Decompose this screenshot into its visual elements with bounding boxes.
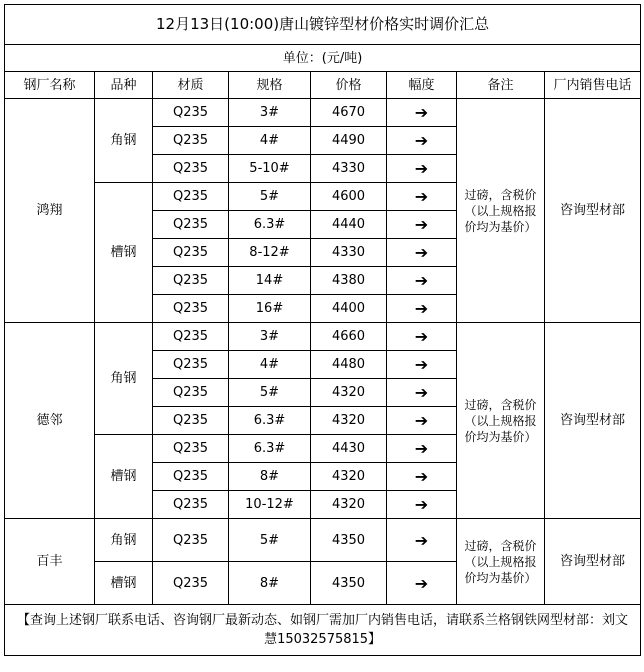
price-cell: 4440 xyxy=(311,211,387,239)
spec-cell: 8# xyxy=(229,562,311,605)
material-cell: Q235 xyxy=(153,351,229,379)
page-title: 12月13日(10:00)唐山镀锌型材价格实时调价汇总 xyxy=(5,5,641,45)
price-table-container xyxy=(4,4,640,656)
header-row xyxy=(5,72,641,99)
material-cell: Q235 xyxy=(153,463,229,491)
header-price: 价格 xyxy=(311,72,387,99)
header-change: 幅度 xyxy=(387,72,457,99)
contact-cell: 咨询型材部 xyxy=(545,519,641,605)
spec-cell: 5-10# xyxy=(229,155,311,183)
price-cell: 4320 xyxy=(311,407,387,435)
footer-contact-notice: 【查询上述钢厂联系电话、咨询钢厂最新动态、如钢厂需加厂内销售电话，请联系兰格钢铁网型材部：刘文慧15032575815】 xyxy=(5,605,641,656)
spec-cell: 5# xyxy=(229,183,311,211)
table-row xyxy=(5,519,641,562)
material-cell: Q235 xyxy=(153,183,229,211)
table-row xyxy=(5,99,641,127)
header-spec: 规格 xyxy=(229,72,311,99)
spec-cell: 8# xyxy=(229,463,311,491)
price-cell: 4320 xyxy=(311,379,387,407)
right-arrow-icon: ➔ xyxy=(387,463,457,491)
price-cell: 4660 xyxy=(311,323,387,351)
unit-label: 单位：(元/吨) xyxy=(5,45,641,72)
right-arrow-icon: ➔ xyxy=(387,379,457,407)
right-arrow-icon: ➔ xyxy=(387,491,457,519)
material-cell: Q235 xyxy=(153,99,229,127)
right-arrow-icon: ➔ xyxy=(387,295,457,323)
spec-cell: 6.3# xyxy=(229,407,311,435)
header-note: 备注 xyxy=(457,72,545,99)
right-arrow-icon: ➔ xyxy=(387,267,457,295)
price-cell: 4330 xyxy=(311,155,387,183)
right-arrow-icon: ➔ xyxy=(387,562,457,605)
material-cell: Q235 xyxy=(153,127,229,155)
contact-cell: 咨询型材部 xyxy=(545,323,641,519)
material-cell: Q235 xyxy=(153,295,229,323)
note-cell: 过磅，含税价（以上规格报价均为基价） xyxy=(457,519,545,605)
price-cell: 4490 xyxy=(311,127,387,155)
variety-cell: 槽钢 xyxy=(95,183,153,323)
spec-cell: 3# xyxy=(229,99,311,127)
spec-cell: 3# xyxy=(229,323,311,351)
right-arrow-icon: ➔ xyxy=(387,407,457,435)
right-arrow-icon: ➔ xyxy=(387,435,457,463)
spec-cell: 8-12# xyxy=(229,239,311,267)
spec-cell: 6.3# xyxy=(229,211,311,239)
variety-cell: 角钢 xyxy=(95,519,153,562)
right-arrow-icon: ➔ xyxy=(387,99,457,127)
table-row xyxy=(5,323,641,351)
mill-name: 德邻 xyxy=(5,323,95,519)
variety-cell: 槽钢 xyxy=(95,435,153,519)
right-arrow-icon: ➔ xyxy=(387,155,457,183)
material-cell: Q235 xyxy=(153,407,229,435)
material-cell: Q235 xyxy=(153,491,229,519)
header-mill: 钢厂名称 xyxy=(5,72,95,99)
price-cell: 4320 xyxy=(311,491,387,519)
right-arrow-icon: ➔ xyxy=(387,239,457,267)
mill-name: 鸿翔 xyxy=(5,99,95,323)
material-cell: Q235 xyxy=(153,379,229,407)
material-cell: Q235 xyxy=(153,519,229,562)
material-cell: Q235 xyxy=(153,239,229,267)
price-cell: 4350 xyxy=(311,519,387,562)
right-arrow-icon: ➔ xyxy=(387,183,457,211)
note-cell: 过磅，含税价（以上规格报价均为基价） xyxy=(457,323,545,519)
price-cell: 4330 xyxy=(311,239,387,267)
material-cell: Q235 xyxy=(153,435,229,463)
price-cell: 4400 xyxy=(311,295,387,323)
variety-cell: 槽钢 xyxy=(95,562,153,605)
spec-cell: 4# xyxy=(229,351,311,379)
material-cell: Q235 xyxy=(153,323,229,351)
contact-cell: 咨询型材部 xyxy=(545,99,641,323)
header-material: 材质 xyxy=(153,72,229,99)
right-arrow-icon: ➔ xyxy=(387,519,457,562)
spec-cell: 5# xyxy=(229,379,311,407)
price-cell: 4380 xyxy=(311,267,387,295)
price-cell: 4430 xyxy=(311,435,387,463)
right-arrow-icon: ➔ xyxy=(387,127,457,155)
price-cell: 4320 xyxy=(311,463,387,491)
material-cell: Q235 xyxy=(153,155,229,183)
spec-cell: 16# xyxy=(229,295,311,323)
right-arrow-icon: ➔ xyxy=(387,351,457,379)
spec-cell: 5# xyxy=(229,519,311,562)
note-cell: 过磅，含税价（以上规格报价均为基价） xyxy=(457,99,545,323)
price-cell: 4480 xyxy=(311,351,387,379)
right-arrow-icon: ➔ xyxy=(387,211,457,239)
variety-cell: 角钢 xyxy=(95,323,153,435)
header-contact: 厂内销售电话 xyxy=(545,72,641,99)
spec-cell: 10-12# xyxy=(229,491,311,519)
spec-cell: 4# xyxy=(229,127,311,155)
header-variety: 品种 xyxy=(95,72,153,99)
price-cell: 4350 xyxy=(311,562,387,605)
spec-cell: 6.3# xyxy=(229,435,311,463)
price-cell: 4670 xyxy=(311,99,387,127)
material-cell: Q235 xyxy=(153,211,229,239)
spec-cell: 14# xyxy=(229,267,311,295)
material-cell: Q235 xyxy=(153,562,229,605)
material-cell: Q235 xyxy=(153,267,229,295)
right-arrow-icon: ➔ xyxy=(387,323,457,351)
mill-name: 百丰 xyxy=(5,519,95,605)
price-cell: 4600 xyxy=(311,183,387,211)
variety-cell: 角钢 xyxy=(95,99,153,183)
price-table xyxy=(4,4,641,656)
